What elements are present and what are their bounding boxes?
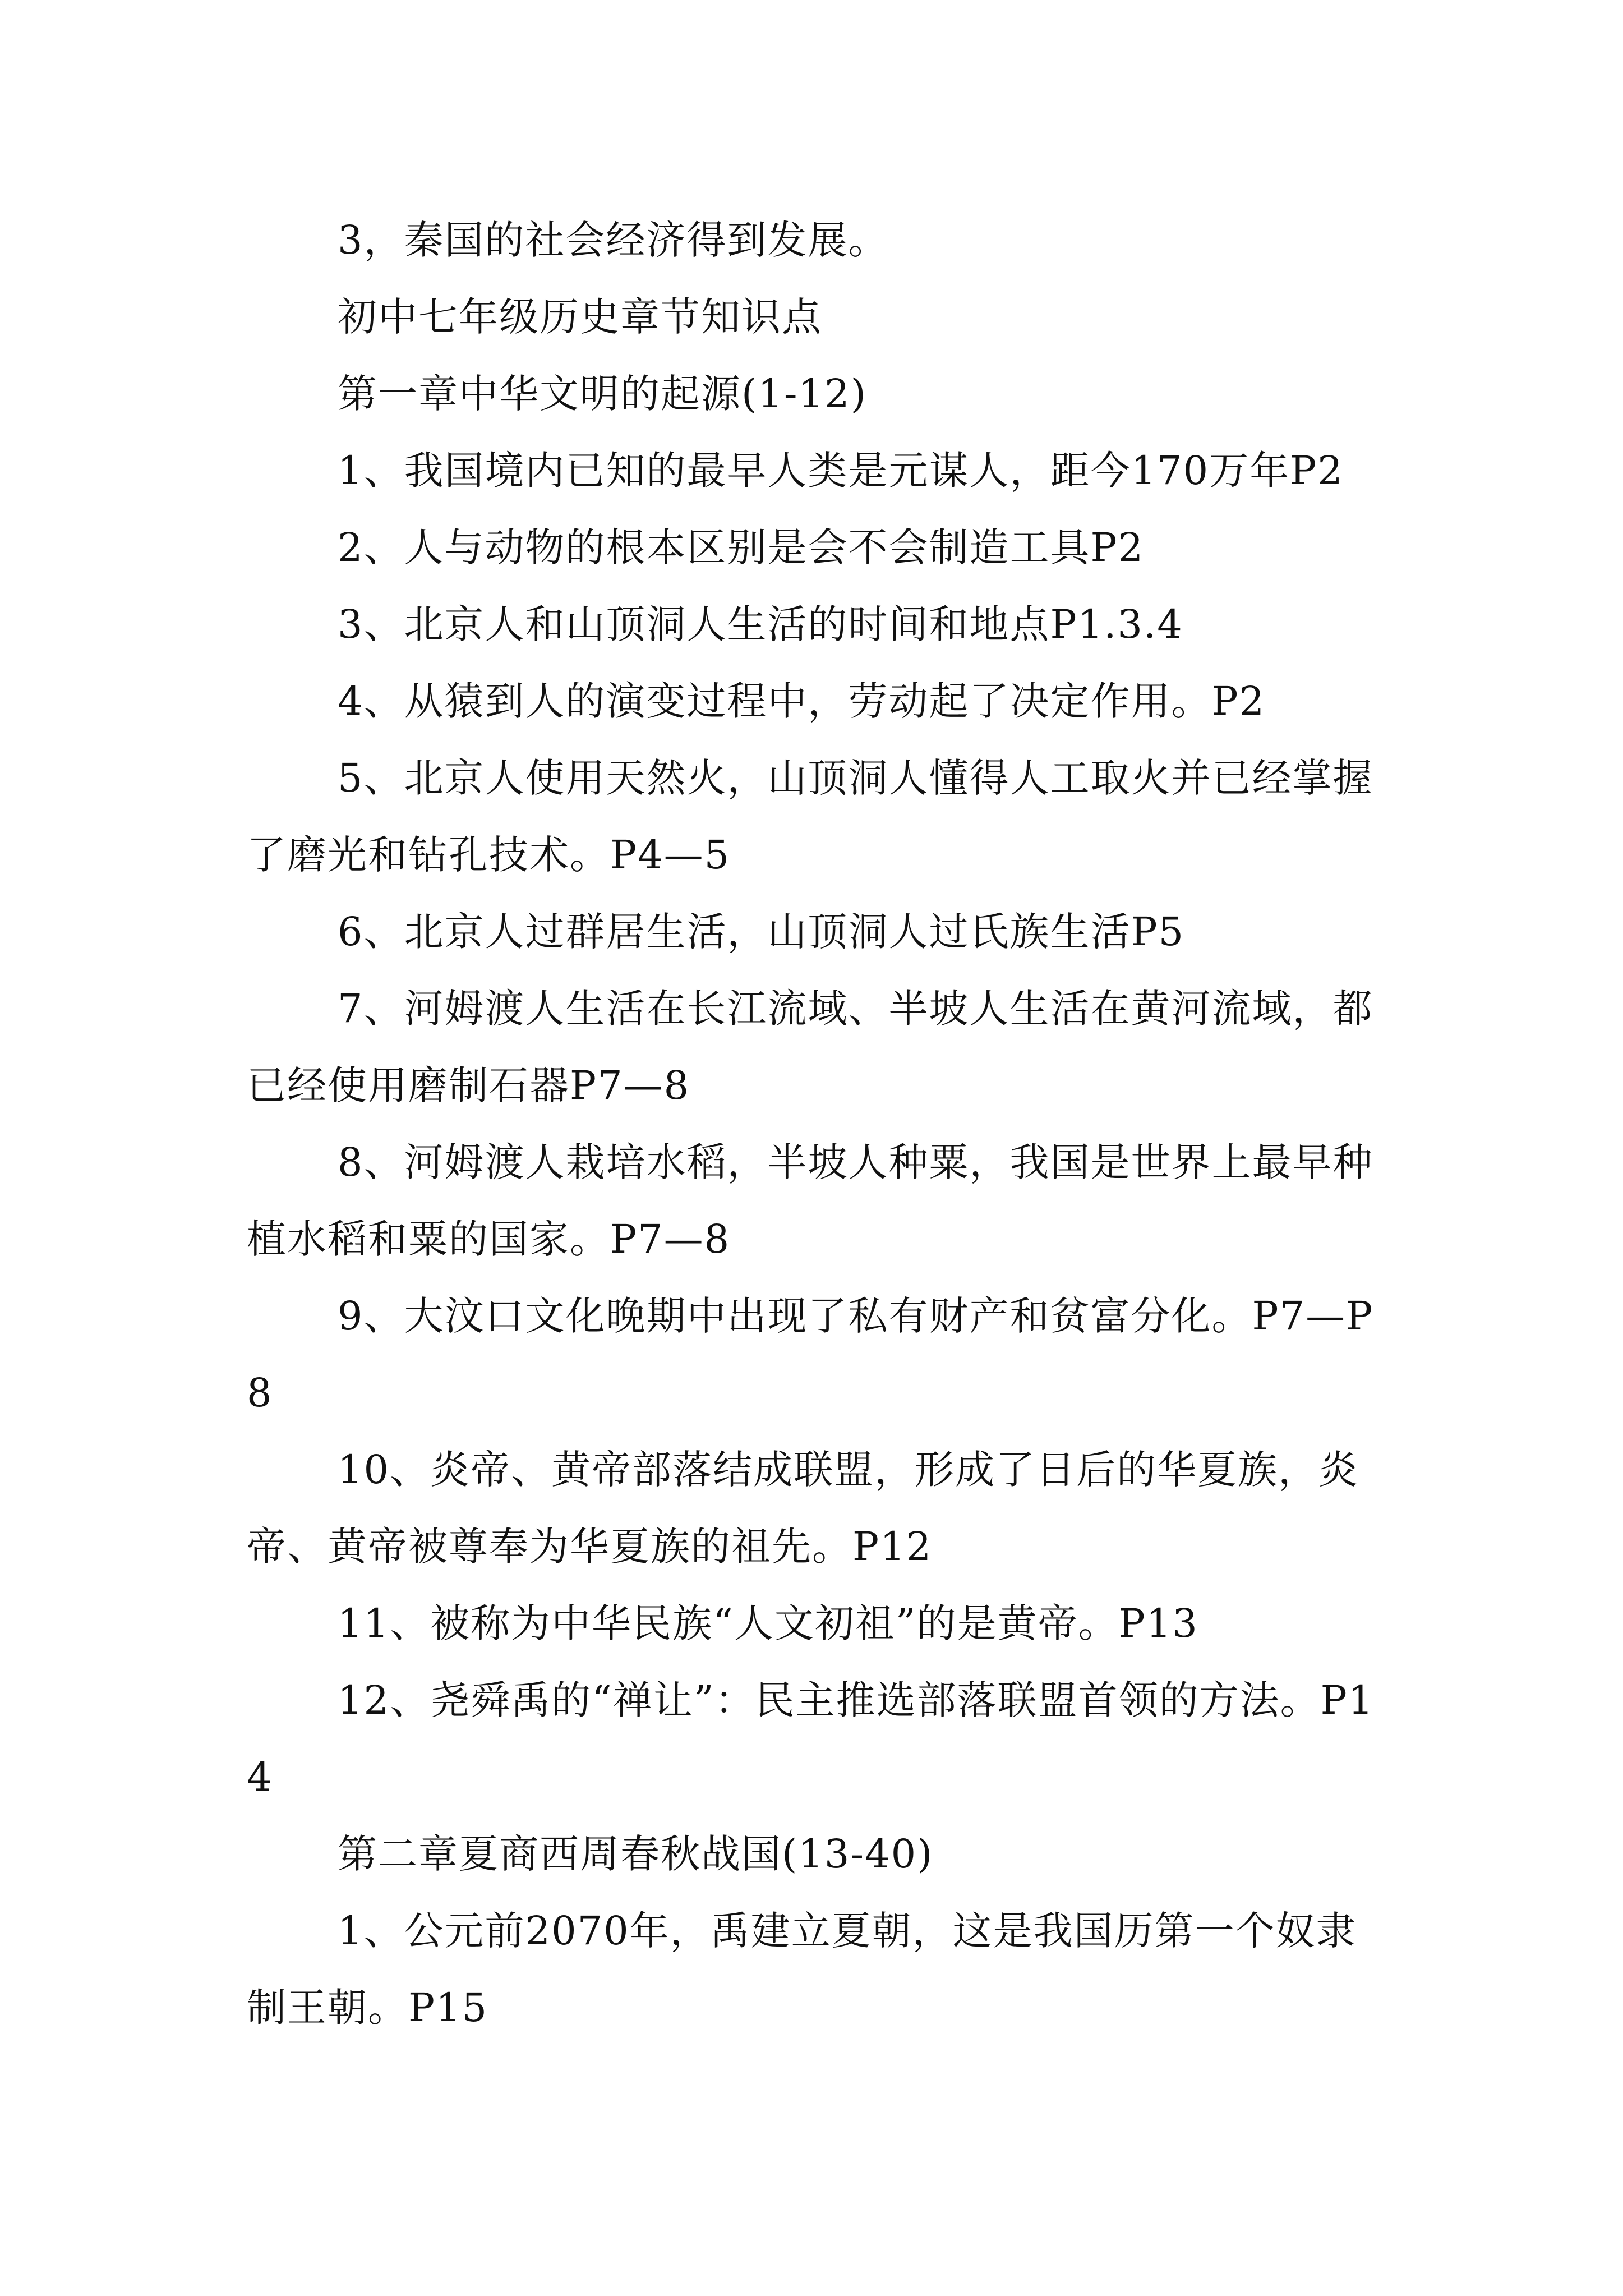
paragraph: 5、北京人使用天然火，山顶洞人懂得人工取火并已经掌握了磨光和钻孔技术。P4—5: [247, 755, 1373, 878]
paragraph: 8、河姆渡人栽培水稻，半坡人种粟，我国是世界上最早种植水稻和粟的国家。P7—8: [247, 1139, 1373, 1262]
paragraph: 7、河姆渡人生活在长江流域、半坡人生活在黄河流域，都已经使用磨制石器P7—8: [247, 986, 1373, 1108]
paragraph: 1、公元前2070年，禹建立夏朝，这是我国历第一个奴隶制王朝。P15: [247, 1908, 1357, 2031]
document-body: [247, 202, 1385, 2046]
paragraph: 3、北京人和山顶洞人生活的时间和地点P1.3.4: [338, 601, 1183, 647]
paragraph: 6、北京人过群居生活，山顶洞人过氏族生活P5: [338, 909, 1185, 955]
paragraph: 3，秦国的社会经济得到发展。: [338, 217, 889, 263]
paragraph: 12、尧舜禹的“禅让”：民主推选部落联盟首领的方法。P14: [247, 1677, 1375, 1800]
paragraph: 1、我国境内已知的最早人类是元谋人，距今170万年P2: [338, 448, 1344, 494]
paragraph: 9、大汶口文化晚期中出现了私有财产和贫富分化。P7—P8: [247, 1293, 1374, 1416]
paragraph: 10、炎帝、黄帝部落结成联盟，形成了日后的华夏族，炎帝、黄帝被尊奉为华夏族的祖先。P12: [247, 1447, 1359, 1570]
chapter-heading: 第二章夏商西周春秋战国(13-40): [338, 1831, 934, 1877]
paragraph: 2、人与动物的根本区别是会不会制造工具P2: [338, 524, 1145, 570]
chapter-heading: 第一章中华文明的起源(1-12): [338, 371, 867, 417]
section-title: 初中七年级历史章节知识点: [338, 294, 822, 340]
paragraph: 4、从猿到人的演变过程中，劳动起了决定作用。P2: [338, 678, 1266, 724]
paragraph: 11、被称为中华民族“人文初祖”的是黄帝。P13: [338, 1600, 1198, 1646]
